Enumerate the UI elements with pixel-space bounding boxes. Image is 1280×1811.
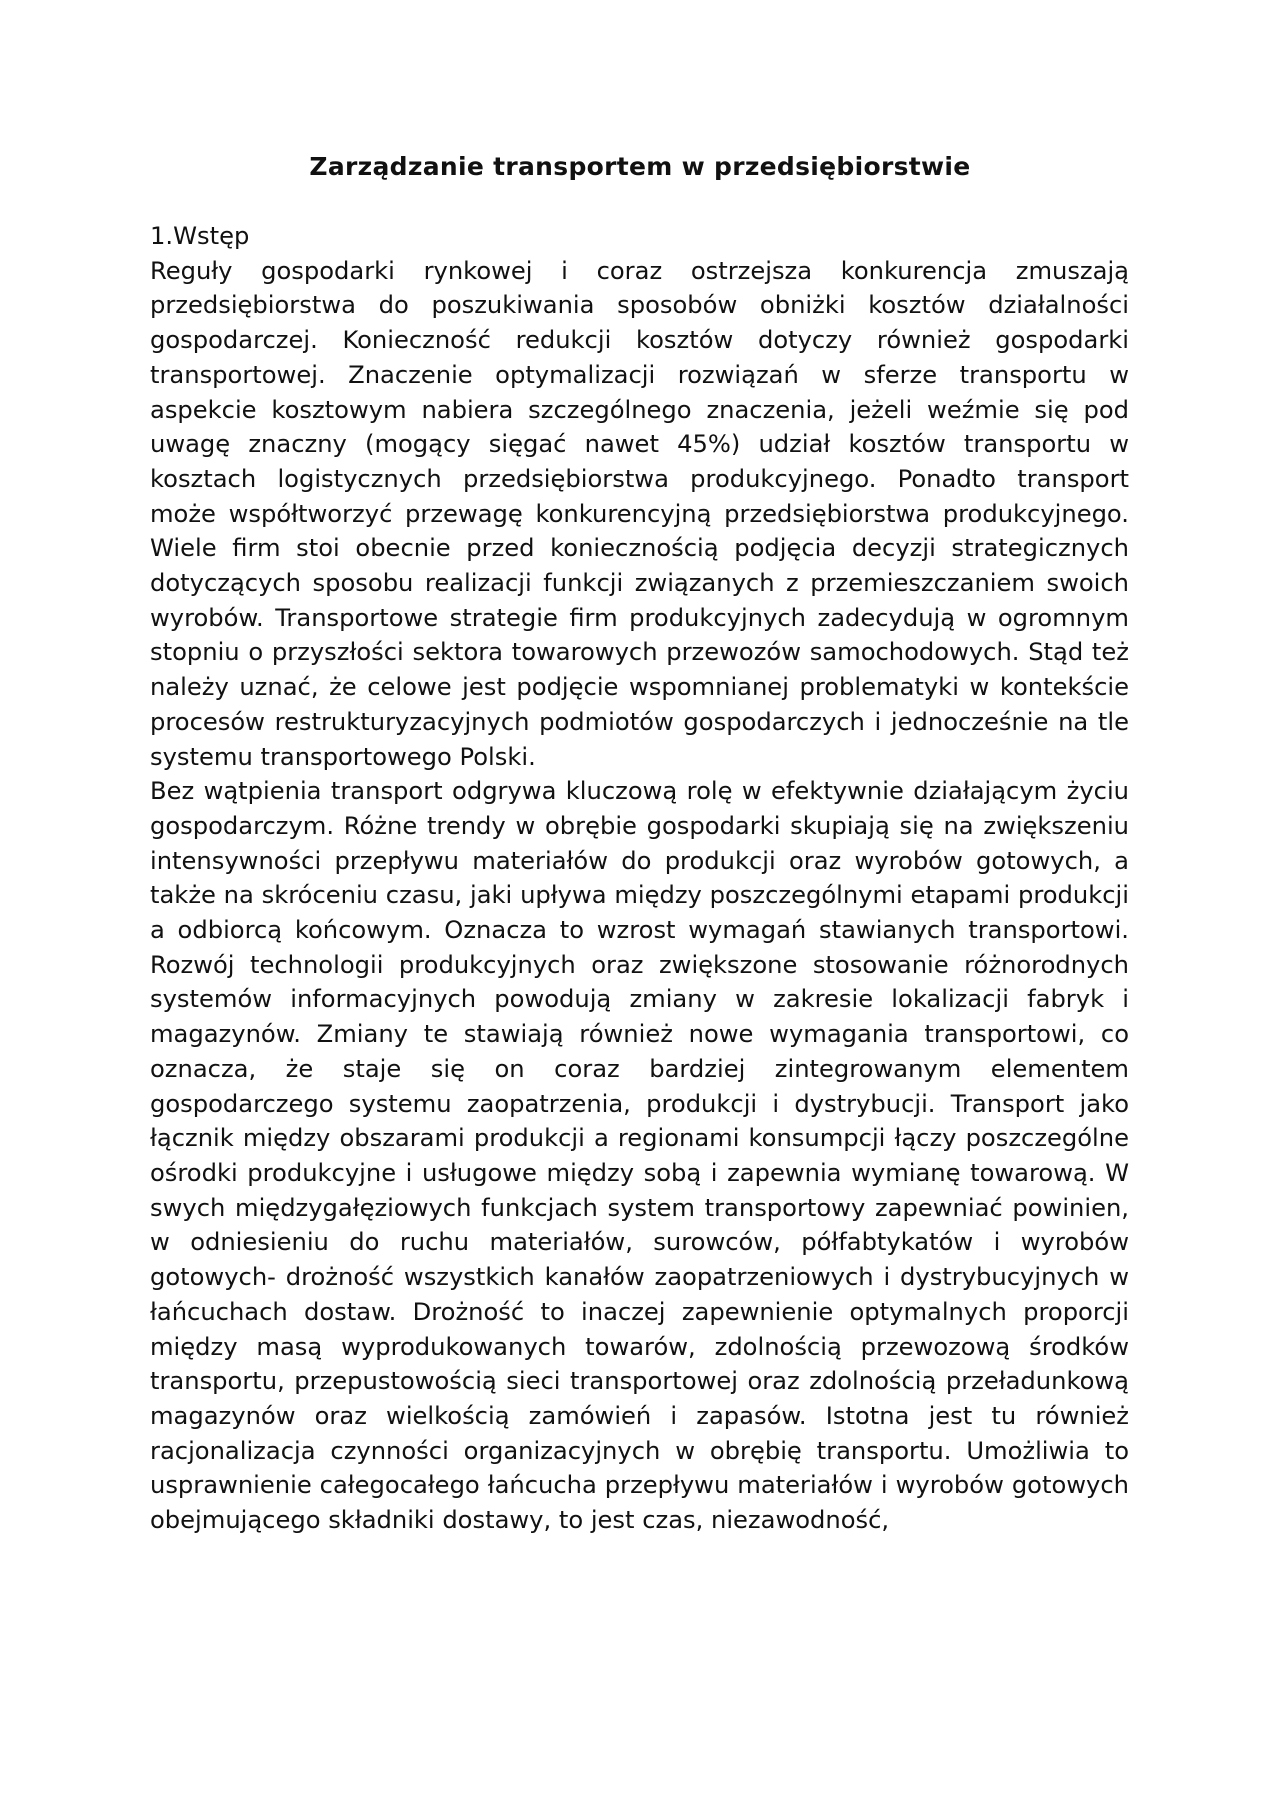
document-title: Zarządzanie transportem w przedsiębiorstwie (309, 152, 971, 181)
paragraph-1: Reguły gospodarki rynkowej i coraz ostrzejsza konkurencja zmuszają przedsiębiorstwa do poszukiwania sposobów obniżki kosztów działalności gospodarczej. Konieczność redukcji kosztów dotyczy również gospodarki transportowej. Znaczenie optymalizacji rozwiązań w sferze transportu w aspekcie kosztowym nabiera szczególnego znaczenia, jeżeli weźmie się pod uwagę znaczny (mogący sięgać nawet 45%) udział kosztów transportu w kosztach logistycznych przedsiębiorstwa produkcyjnego. Ponadto transport może współtworzyć przewagę konkurencyjną przedsiębiorstwa produkcyjnego. Wiele firm stoi obecnie przed koniecznością podjęcia decyzji strategicznych dotyczących sposobu realizacji funkcji związanych z przemieszczaniem swoich wyrobów. Transportowe strategie firm produkcyjnych zadecydują w ogromnym stopniu o przyszłości sektora towarowych przewozów samochodowych. Stąd też należy uznać, że celowe jest podjęcie wspomnianej problematyki w kontekście procesów restrukturyzacyjnych podmiotów gospodarczych i jednocześnie na tle systemu transportowego Polski. (150, 256, 1129, 771)
document-body (150, 219, 1129, 1538)
paragraph-2: Bez wątpienia transport odgrywa kluczową rolę w efektywnie działającym życiu gospodarczym. Różne trendy w obrębie gospodarki skupiają się na zwiększeniu intensywności przepływu materiałów do produkcji oraz wyrobów gotowych, a także na skróceniu czasu, jaki upływa między poszczególnymi etapami produkcji a odbiorcą końcowym. Oznacza to wzrost wymagań stawianych transportowi. Rozwój technologii produkcyjnych oraz zwiększone stosowanie różnorodnych systemów informacyjnych powodują zmiany w zakresie lokalizacji fabryk i magazynów. Zmiany te stawiają również nowe wymagania transportowi, co oznacza, że staje się on coraz bardziej zintegrowanym elementem gospodarczego systemu zaopatrzenia, produkcji i dystrybucji. Transport jako łącznik między obszarami produkcji a regionami konsumpcji łączy poszczególne ośrodki produkcyjne i usługowe między sobą i zapewnia wymianę towarową. W swych międzygałęziowych funkcjach system transportowy zapewniać powinien, w odniesieniu do ruchu materiałów, surowców, półfabtykatów i wyrobów gotowych- drożność wszystkich kanałów zaopatrzeniowych i dystrybucyjnych w łańcuchach dostaw. Drożność to inaczej zapewnienie optymalnych proporcji między masą wyprodukowanych towarów, zdolnością przewozową środków transportu, przepustowością sieci transportowej oraz zdolnością przeładunkową magazynów oraz wielkością zamówień i zapasów. Istotna jest tu również racjonalizacja czynności organizacyjnych w obrębię transportu. Umożliwia to usprawnienie całegocałego łańcucha przepływu materiałów i wyrobów gotowych obejmującego składniki dostawy, to jest czas, niezawodność, (150, 777, 1129, 1535)
section-heading: 1.Wstęp (150, 222, 250, 250)
